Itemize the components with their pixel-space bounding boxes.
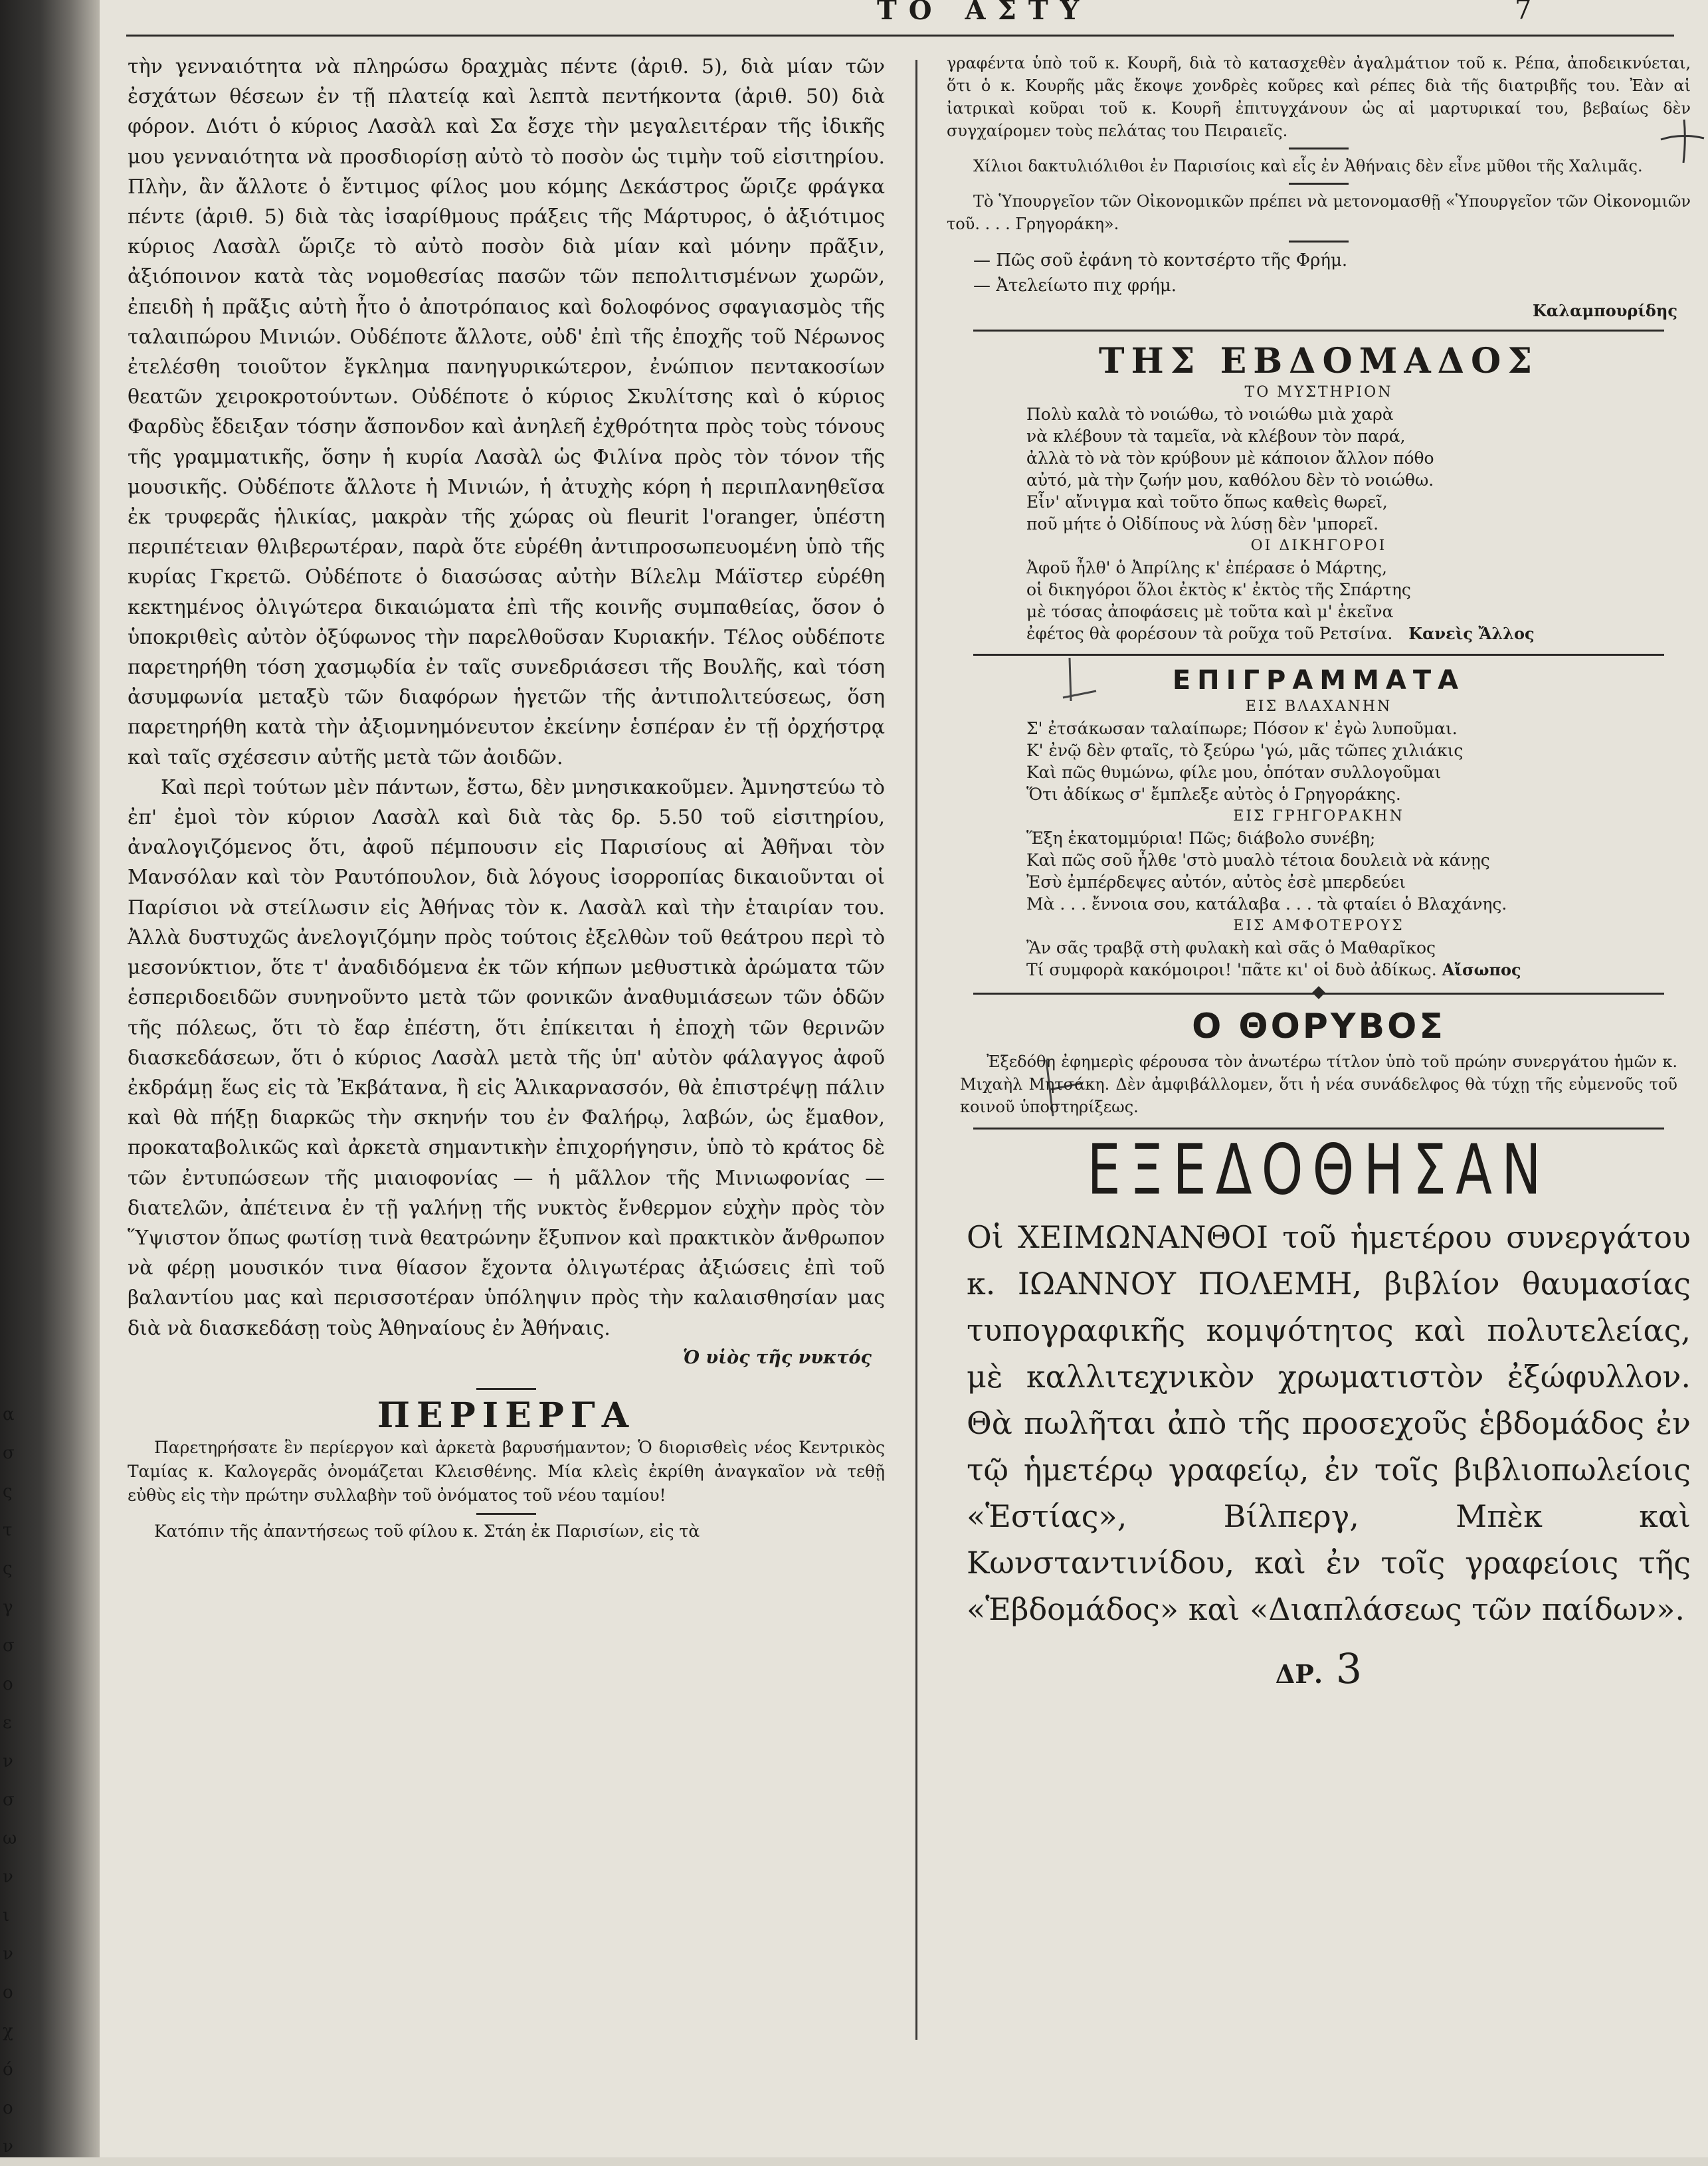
lawyers-line-3: μὲ τόσας ἀποφάσεις μὲ τοῦτα καὶ μ' ἐκεῖνα: [1026, 602, 1394, 621]
epigram-1: [947, 718, 1691, 805]
mystery-line-6: ποῦ μήτε ὁ Οἰδίπους νὰ λύσῃ δὲν 'μπορεῖ.: [1026, 514, 1379, 534]
mystery-line-4: αὐτό, μὰ τὴν ζωήν μου, καθόλου δὲν τὸ νοιώθω.: [1026, 470, 1434, 490]
edge-letter: ι: [3, 1906, 10, 1925]
adjacent-page-edge-letters: [3, 1395, 29, 2166]
section-rule-2: [476, 1513, 536, 1515]
mystery-line-5: Εἶν' αἴνιγμα καὶ τοῦτο ὅπως καθεὶς θωρεῖ,: [1026, 492, 1388, 512]
ad-text: Οἱ ΧΕΙΜΩΝΑΝΘΟΙ τοῦ ἡμετέρου συνεργάτου κ. ΙΩΑΝΝΟΥ ΠΟΛΕΜΗ, βιβλίον θαυμασίας τυπογραφικῆς κομψότητος καὶ πολυτελείας, μὲ καλλιτεχνικὸν χρωματιστὸν ἐξώφυλλον. Θὰ πωλῆται ἀπὸ τῆς προσεχοῦς ἑβδομάδος ἐν τῷ ἡμετέρῳ γραφείῳ, ἐν τοῖς βιβλιοπωλείοις «Ἑστίας», Βίλπεργ, Μπὲκ καὶ Κωνσταντινίδου, καὶ ἐν τοῖς γραφείοις τῆς «Ἑβδομάδος» καὶ «Διαπλάσεως τῶν παίδων».: [967, 1219, 1691, 1627]
dialogue-signature: Καλαμπουρίδης: [1532, 301, 1677, 320]
intro-paragraph-2: Χίλιοι δακτυλιόλιθοι ἐν Παρισίοις καὶ εἷς ἐν Ἀθήναις δὲν εἶνε μῦθοι τῆς Χαλιμᾶς.: [973, 157, 1643, 175]
ep2-line-1: Ἕξη ἑκατομμύρια! Πῶς; διάβολο συνέβη;: [1026, 829, 1376, 848]
intro-paragraph-1: γραφέντα ὑπὸ τοῦ κ. Κουρῆ, διὰ τὸ κατασχεθὲν ἀγαλμάτιον τοῦ κ. Ρέπα, ἀποδεικνύεται, ὅτι ὁ κ. Κουρῆς μᾶς ἔκοψε χονδρὲς κοῦρες καὶ ρέπες διὰ τῆς διατριβῆς του. Ἐὰν αἱ ἰατρικαὶ κοῦραι τοῦ κ. Κουρῆ ἐπιτυγχάνουν ὡς αἱ μαρτυρικαί του, βεβαίως δὲν συγχαίρομεν τοὺς πελάτας του Πειραιεῖς.: [947, 54, 1691, 140]
right-column: [947, 52, 1691, 1693]
header-rule: [126, 35, 1674, 37]
column-divider: [915, 60, 917, 2040]
epigram-3-subtitle: ΕΙΣ ΑΜΦΟΤΕΡΟΥΣ: [1233, 918, 1404, 934]
ep2-line-4: Μὰ . . . ἔννοια σου, κατάλαβα . . . τὰ φταίει ὁ Βλαχάνης.: [1026, 894, 1507, 914]
mystery-subtitle: ΤΟ ΜΥΣΤΗΡΙΟΝ: [1244, 384, 1393, 401]
epigrams-signature: Αἴσωπος: [1442, 960, 1521, 979]
edge-letter: ν: [3, 2137, 13, 2157]
epigram-3: [947, 937, 1691, 981]
dialogue-line-1: — Πῶς σοῦ ἐφάνη τὸ κοντσέρτο τῆς Φρήμ.: [973, 250, 1348, 270]
ep1-line-3: Καὶ πῶς θυμώνω, φίλε μου, ὁπόταν συλλογοῦμαι: [1026, 763, 1442, 782]
edge-letter: α: [3, 1405, 15, 1425]
rule-c: [1289, 241, 1349, 243]
mystery-poem: [947, 403, 1691, 535]
edge-letter: ς: [3, 1482, 13, 1502]
lawyers-line-4: [1026, 623, 1691, 644]
rule-a: [1289, 148, 1349, 149]
mystery-line-3: ἀλλὰ τὸ νὰ τὸν κρύβουν μὲ κάποιον ἄλλον πόθο: [1026, 448, 1434, 468]
left-column: [128, 52, 885, 1543]
lawyers-line-2: οἱ δικηγόροι ὅλοι ἐκτὸς κ' ἐκτὸς τῆς Σπάρτης: [1026, 580, 1411, 599]
periierga-tail: Κατόπιν τῆς ἀπαντήσεως τοῦ φίλου κ. Στάη ἐκ Παρισίων, εἰς τὰ: [154, 1521, 700, 1541]
epigram-2-subtitle: ΕΙΣ ΓΡΗΓΟΡΑΚΗΝ: [1233, 808, 1404, 825]
edge-letter: γ: [3, 1597, 13, 1617]
lawyers-line-4-text: ἐφέτος θὰ φορέσουν τὰ ροῦχα τοῦ Ρετσίνα.: [1026, 624, 1393, 643]
ep3-line-2-text: Τί συμφορὰ κακόμοιροι! 'πᾶτε κι' οἱ δυὸ ἀδίκως.: [1026, 960, 1437, 979]
rule-week-top: [973, 330, 1664, 332]
edge-letter: ν: [3, 1867, 13, 1887]
intro-paragraph-3: Τὸ Ὑπουργεῖον τῶν Οἰκονομικῶν πρέπει νὰ μετονομασθῇ «Ὑπουργεῖον τῶν Οἰκονομιῶν τοῦ. . . . Γρηγοράκη».: [947, 192, 1691, 233]
edge-letter: σ: [3, 1636, 15, 1656]
ep2-line-3: Ἐσὺ ἐμπέρδεψες αὐτόν, αὐτὸς ἐσὲ μπερδεύει: [1026, 872, 1406, 892]
article-paragraph-2: Καὶ περὶ τούτων μὲν πάντων, ἔστω, δὲν μνησικακοῦμεν. Ἀμνηστεύω τὸ ἐπ' ἐμοὶ τὸν κύριον Λασὰλ καὶ διὰ τὰς δρ. 5.50 τοῦ εἰσιτηρίου, ἀναλογιζόμενος ὅτι, ἀφοῦ πέμπουσιν εἰς Παρισίους αἱ Ἀθῆναι τὸν Μανσόλαν καὶ τὸν Ραυτόπουλον, διὰ λόγους ἰσορροπίας δικαιοῦνται οἱ Παρίσιοι νὰ στείλωσιν εἰς Ἀθήνας τὸν κ. Λασὰλ καὶ τὴν ἑταιρίαν του. Ἀλλὰ δυστυχῶς ἀνελογιζόμην πρὸς τούτοις ἐξελθὼν τοῦ θεάτρου περὶ τὸ μεσονύκτιον, ὅτε τ' ἀναδιδόμενα ἐκ τῶν κήπων μεθυστικὰ ἀρώματα τῶν ἑσπεριδοειδῶν συνηνοῦντο μετὰ τῶν φονικῶν ἀναθυμιάσεων τῶν ὁδῶν τῆς πόλεως, ὅτι τὸ ἔαρ ἐπέστη, ὅτι ἐπίκειται ἡ ἐποχὴ τῶν θερινῶν διασκεδάσεων, ὅτι ὁ κύριος Λασὰλ μετὰ τῆς ὑπ' αὐτὸν φάλαγγος ἀφοῦ ἐκδράμῃ ἕως εἰς τὰ Ἐκβάτανα, ἢ εἰς Ἁλικαρνασσόν, θὰ ἐπιστρέψῃ πάλιν καὶ θὰ πήξῃ διαρκῶς τὴν σκηνήν του ἐν Φαλήρῳ, λαβών, ὡς ἔμαθον, προκαταβολικῶς καὶ ἀρκετὰ σημαντικὴν ἐπιχορήγησιν, ὑπὸ τὸ κράτος δὲ τῶν ἐντυπώσεων τῆς μιαιοφονίας — ἡ μᾶλλον τῆς Μινιωφονίας — διατελῶν, ἀπέτεινα ἐν τῇ γαλήνῃ τῆς νυκτὸς ἔνθερμον εὐχὴν πρὸς τὸν Ὕψιστον ὅπως φωτίσῃ τινὰ θεατρώνην ἔξυπνον καὶ πρακτικὸν ἄνθρωπον νὰ φέρῃ μουσικόν τινα θίασον ἔχοντα ὀλιγωτέρας ἀξιώσεις ἐπὶ τοῦ βαλαντίου μας καὶ περισσοτέραν ὑπόληψιν πρὸς τὴν καλαισθησίαν μας διὰ νὰ διασκεδάσῃ τοὺς Ἀθηναίους ἐν Ἀθήναις.: [128, 775, 885, 1340]
thorybos-text: Ἐξεδόθη ἐφημερὶς φέρουσα τὸν ἀνωτέρω τίτλον ὑπὸ τοῦ πρώην συνεργάτου ἡμῶν κ. Μιχαὴλ Μητσάκη. Δὲν ἀμφιβάλλομεν, ὅτι ἡ νέα συνάδελφος θὰ τύχῃ τῆς εὐμενοῦς τοῦ κοινοῦ ὑποστηρίξεως.: [960, 1052, 1677, 1116]
week-title: ΤΗΣ ΕΒΔΟΜΑΔΟΣ: [1098, 341, 1539, 381]
page-header-title: ΤΟ ΑΣΤΥ: [877, 0, 1091, 26]
page-number: 7: [1515, 0, 1532, 25]
edge-letter: ε: [3, 1713, 12, 1733]
article-paragraph-1: τὴν γενναιότητα νὰ πληρώσω δραχμὰς πέντε (ἀριθ. 5), διὰ μίαν τῶν ἐσχάτων θέσεων ἐν τῇ πλατείᾳ καὶ λεπτὰ πεντήκοντα (ἀριθ. 50) διὰ φόρον. Διότι ὁ κύριος Λασὰλ καὶ Σα ἔσχε τὴν μεγαλειτέραν τῆς ἰδικῆς μου γενναιότητα νὰ προσδιορίσῃ αὐτὸ τὸ ποσὸν ὡς τιμὴν τοῦ εἰσιτηρίου. Πλὴν, ἂν ἄλλοτε ὁ ἔντιμος φίλος μου κόμης Δεκάστρος ὥριζε φράγκα πέντε (ἀριθ. 5) διὰ τὰς ἰσαρίθμους πράξεις τῆς Μάρτυρος, ὁ ἀξιότιμος κύριος Λασὰλ ὥριζε τὸ αὐτὸ ποσὸν διὰ μίαν καὶ μόνην πρᾶξιν, ἀξιόποινον κατὰ τὰς νομοθεσίας πασῶν τῶν πεπολιτισμένων χωρῶν, ἐπειδὴ ἡ πρᾶξις αὐτὴ ἦτο ὁ ἀποτρόπαιος καὶ δολοφόνος σφαγιασμὸς τῆς ταλαιπώρου Μινιών. Οὐδέποτε ἄλλοτε, οὐδ' ἐπὶ τῆς ἐποχῆς τοῦ Νέρωνος ἐτελέσθη τοιοῦτον ἔγκλημα πανηγυρικώτερον, ἐνώπιον πεντακοσίων θεατῶν χειροκροτούντων. Οὐδέποτε ὁ κύριος Σκυλίτσης καὶ ὁ κύριος Φαρδὺς ἔδειξαν τόσην ἄσπονδον καὶ ἀνηλεῆ ἐχθρότητα πρὸς τοὺς τόνους τῆς γραμματικῆς, ὅσην ἡ κυρία Λασὰλ ὡς Φιλίνα πρὸς τὸν τόνον τῆς μουσικῆς. Οὐδέποτε ἄλλοτε ἡ Μινιών, ἡ ἀτυχὴς κόρη ἡ περιπλανηθεῖσα ἐκ τρυφερᾶς ἡλικίας, μακρὰν τῆς χώρας où fleurit l'oranger, ὑπέστη περιπέτειαν θλιβερωτέραν, παρὰ ὅτε εὑρέθη ἀντιπροσωπευομένη ὑπὸ τῆς κυρίας Γκρετῶ. Οὐδέποτε ὁ διασώσας αὐτὴν Βίλελμ Μάϊστερ εὑρέθη κεκτημένος ὀλιγώτερα δικαιώματα ἐπὶ τῆς κοινῆς συμπαθείας, ὅσον ὁ ὑποκριθεὶς αὐτὸν ὀξύφωνος τὴν παρελθοῦσαν Κυριακήν. Τέλος οὐδέποτε παρετηρήθη τόση χασμῳδία ἐν ταῖς συνεδριάσεσι τῆς Βουλῆς, καὶ τόση ἀσυμφωνία μεταξὺ τῶν διαφόρων ἡγετῶν τῆς ἀντιπολιτεύσεως, ὅση παρετηρήθη κατὰ τὴν ἀξιομνημόνευτον ἐκείνην ἑσπέραν ἐν τῇ ὀρχήστρᾳ καὶ ταῖς σχέσεσιν αὐτῆς μετὰ τῶν ἀοιδῶν.: [128, 55, 885, 769]
epigrams-title: ΕΠΙΓΡΑΜΜΑΤΑ: [1172, 665, 1466, 696]
periierga-title: ΠΕΡΙΕΡΓΑ: [377, 1395, 636, 1436]
section-rule: [476, 1388, 536, 1390]
newspaper-page: [100, 0, 1708, 2157]
lawyers-subtitle: ΟΙ ΔΙΚΗΓΟΡΟΙ: [1250, 538, 1387, 554]
price: [947, 1644, 1691, 1693]
edge-letter: χ: [3, 2021, 13, 2041]
edge-letter: ο: [3, 2098, 13, 2118]
mystery-line-2: νὰ κλέβουν τὰ ταμεῖα, νὰ κλέβουν τὸν παρά,: [1026, 427, 1406, 446]
lawyers-line-1: Ἀφοῦ ἦλθ' ὁ Ἀπρίλης κ' ἐπέρασε ὁ Μάρτης,: [1026, 558, 1387, 577]
ep2-line-2: Καὶ πῶς σοῦ ἦλθε 'στὸ μυαλὸ τέτοια δουλειὰ νὰ κάνῃς: [1026, 850, 1490, 870]
edge-letter: ό: [3, 2060, 13, 2080]
edge-letter: ς: [3, 1559, 13, 1579]
epigram-2: [947, 827, 1691, 915]
price-label: ΔΡ.: [1275, 1659, 1323, 1689]
lawyers-poem: [947, 557, 1691, 644]
edge-letter: σ: [3, 1790, 15, 1810]
edge-letter: τ: [3, 1520, 13, 1540]
ep3-line-1: Ἂν σᾶς τραβᾷ στὴ φυλακὴ καὶ σᾶς ὁ Μαθαρῖκος: [1026, 938, 1436, 957]
edge-letter: σ: [3, 1443, 15, 1463]
rule-b: [1289, 183, 1349, 185]
thorybos-title: Ο ΘΟΡΥΒΟΣ: [1192, 1007, 1446, 1046]
article-signature: Ὁ υἱὸς τῆς νυκτός: [682, 1347, 872, 1368]
epigram-1-subtitle: ΕΙΣ ΒΛΑΧΑΝΗΝ: [1245, 698, 1392, 715]
edge-letter: ν: [3, 1944, 13, 1964]
periierga-text: Παρετηρήσατε ἓν περίεργον καὶ ἀρκετὰ βαρυσήμαντον; Ὁ διορισθεὶς νέος Κεντρικὸς Ταμίας κ. Καλογερᾶς ὀνομάζεται Κλεισθένης. Μία κλεὶς ἐκρίθη ἀναγκαῖον νὰ τεθῇ εὐθὺς εἰς τὴν πρώτην συλλαβὴν τοῦ ὀνόματος τοῦ νέου ταμίου!: [128, 1437, 885, 1505]
rule-epigrams-top: [973, 654, 1664, 656]
edge-letter: ο: [3, 1983, 13, 2003]
edge-letter: ω: [3, 1828, 17, 1848]
ad-title: ΕΞΕΔΟΘΗΣΑΝ: [1087, 1130, 1551, 1210]
ep3-line-2: [1026, 959, 1691, 981]
price-value: 3: [1335, 1644, 1363, 1693]
mystery-line-1: Πολὺ καλὰ τὸ νοιώθω, τὸ νοιώθω μιὰ χαρὰ: [1026, 405, 1394, 424]
ep1-line-2: Κ' ἐνῷ δὲν φταῖς, τὸ ξεύρω 'γώ, μᾶς τῶπες χιλιάκις: [1026, 741, 1464, 760]
lawyers-signature: Κανεὶς Ἄλλος: [1408, 624, 1535, 643]
edge-letter: ν: [3, 1751, 13, 1771]
ep1-line-4: Ὅτι ἀδίκως σ' ἔμπλεξε αὐτὸς ὁ Γρηγοράκης.: [1026, 785, 1401, 804]
dialogue-line-2: — Ἀτελείωτο πιχ φρήμ.: [973, 276, 1177, 296]
book-gutter: [0, 0, 100, 2157]
edge-letter: ο: [3, 1674, 13, 1694]
ornament-rule: [973, 993, 1664, 995]
ep1-line-1: Σ' ἐτσάκωσαν ταλαίπωρε; Πόσον κ' ἐγὼ λυποῦμαι.: [1026, 719, 1458, 738]
